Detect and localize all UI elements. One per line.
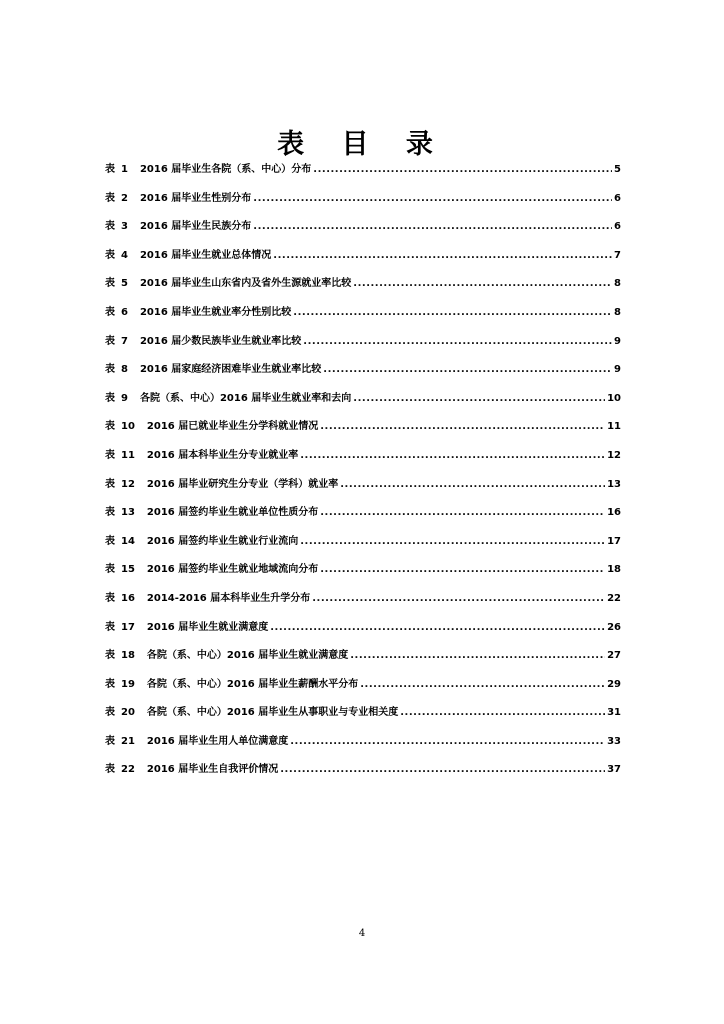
toc-entry-page: 31 bbox=[607, 707, 621, 719]
toc-entry-title: 2014-2016 届本科毕业生升学分布 bbox=[146, 592, 311, 604]
toc-entry-number: 20 bbox=[121, 707, 135, 719]
toc-entry-label: 表 bbox=[105, 735, 115, 747]
toc-entry-title: 各院（系、中心）2016 届毕业生从事职业与专业相关度 bbox=[146, 707, 399, 719]
toc-entry-number: 7 bbox=[121, 335, 128, 347]
toc-leader-dots bbox=[320, 421, 605, 432]
toc-entry[interactable] bbox=[105, 475, 621, 504]
toc-entry-page: 9 bbox=[614, 364, 621, 376]
toc-entry-label: 表 bbox=[105, 449, 115, 461]
toc-entry-page: 29 bbox=[607, 678, 621, 690]
toc-leader-dots bbox=[253, 193, 612, 204]
toc-leader-dots bbox=[353, 393, 605, 404]
toc-entry-label: 表 bbox=[105, 335, 115, 347]
toc-entry[interactable] bbox=[105, 618, 621, 647]
toc-entry[interactable] bbox=[105, 589, 621, 618]
toc-entry-number: 4 bbox=[121, 249, 128, 261]
toc-entry-page: 8 bbox=[614, 278, 621, 290]
toc-entry-title: 各院（系、中心）2016 届毕业生就业满意度 bbox=[146, 650, 349, 662]
toc-entry-page: 33 bbox=[607, 735, 621, 747]
toc-entry-number: 6 bbox=[121, 306, 128, 318]
toc-leader-dots bbox=[353, 278, 612, 289]
toc-entry-page: 6 bbox=[614, 221, 621, 233]
table-of-contents bbox=[105, 160, 621, 789]
toc-entry-page: 9 bbox=[614, 335, 621, 347]
toc-entry-page: 18 bbox=[607, 564, 621, 576]
toc-entry-title: 2016 届签约毕业生就业单位性质分布 bbox=[146, 507, 319, 519]
toc-entry-label: 表 bbox=[105, 478, 115, 490]
toc-entry-title: 2016 届毕业生性别分布 bbox=[139, 192, 252, 204]
toc-entry-number: 8 bbox=[121, 364, 128, 376]
toc-leader-dots bbox=[300, 536, 605, 547]
toc-entry-page: 26 bbox=[607, 621, 621, 633]
toc-entry[interactable] bbox=[105, 332, 621, 361]
toc-entry-title: 2016 届毕业生各院（系、中心）分布 bbox=[139, 164, 312, 175]
toc-entry[interactable] bbox=[105, 217, 621, 246]
toc-leader-dots bbox=[340, 479, 605, 490]
toc-leader-dots bbox=[273, 250, 612, 261]
toc-entry-title: 2016 届毕业生山东省内及省外生源就业率比较 bbox=[139, 278, 352, 290]
toc-leader-dots bbox=[300, 450, 605, 461]
toc-entry-label: 表 bbox=[105, 564, 115, 576]
toc-entry[interactable] bbox=[105, 503, 621, 532]
toc-leader-dots bbox=[323, 364, 612, 375]
toc-entry-number: 3 bbox=[121, 221, 128, 233]
toc-entry[interactable] bbox=[105, 389, 621, 418]
toc-entry[interactable] bbox=[105, 703, 621, 732]
toc-entry-number: 12 bbox=[121, 478, 135, 490]
toc-entry-page: 13 bbox=[607, 478, 621, 490]
toc-entry-number: 2 bbox=[121, 192, 128, 204]
toc-entry-label: 表 bbox=[105, 507, 115, 519]
toc-entry-title: 2016 届本科毕业生分专业就业率 bbox=[146, 449, 299, 461]
toc-entry-title: 2016 届少数民族毕业生就业率比较 bbox=[139, 335, 302, 347]
toc-entry-number: 22 bbox=[121, 764, 135, 776]
toc-entry[interactable] bbox=[105, 675, 621, 704]
toc-leader-dots bbox=[270, 622, 605, 633]
toc-entry-number: 1 bbox=[121, 164, 128, 175]
toc-entry-page: 8 bbox=[614, 306, 621, 318]
toc-entry-label: 表 bbox=[105, 535, 115, 547]
toc-leader-dots bbox=[320, 507, 605, 518]
toc-entry[interactable] bbox=[105, 303, 621, 332]
toc-entry-title: 各院（系、中心）2016 届毕业生薪酬水平分布 bbox=[146, 678, 359, 690]
toc-entry-page: 6 bbox=[614, 192, 621, 204]
toc-leader-dots bbox=[313, 164, 612, 175]
toc-entry-title: 各院（系、中心）2016 届毕业生就业率和去向 bbox=[139, 392, 352, 404]
toc-leader-dots bbox=[312, 593, 605, 604]
toc-entry-label: 表 bbox=[105, 707, 115, 719]
toc-entry-number: 10 bbox=[121, 421, 135, 433]
toc-leader-dots bbox=[360, 679, 605, 690]
toc-entry-label: 表 bbox=[105, 221, 115, 233]
toc-entry-label: 表 bbox=[105, 192, 115, 204]
toc-entry-label: 表 bbox=[105, 392, 115, 404]
toc-entry-page: 22 bbox=[607, 592, 621, 604]
toc-entry[interactable] bbox=[105, 189, 621, 218]
toc-leader-dots bbox=[303, 336, 612, 347]
toc-entry[interactable] bbox=[105, 274, 621, 303]
toc-leader-dots bbox=[400, 707, 605, 718]
toc-entry-label: 表 bbox=[105, 164, 115, 175]
toc-entry-number: 17 bbox=[121, 621, 135, 633]
toc-entry-number: 15 bbox=[121, 564, 135, 576]
toc-entry-page: 5 bbox=[614, 164, 621, 175]
toc-entry-page: 16 bbox=[607, 507, 621, 519]
toc-entry-title: 2016 届毕业生民族分布 bbox=[139, 221, 252, 233]
toc-entry-title: 2016 届毕业生就业满意度 bbox=[146, 621, 269, 633]
toc-entry-label: 表 bbox=[105, 278, 115, 290]
toc-entry-label: 表 bbox=[105, 249, 115, 261]
toc-entry-title: 2016 届签约毕业生就业行业流向 bbox=[146, 535, 299, 547]
toc-entry-page: 17 bbox=[607, 535, 621, 547]
toc-entry-number: 19 bbox=[121, 678, 135, 690]
toc-entry-title: 2016 届毕业研究生分专业（学科）就业率 bbox=[146, 478, 339, 490]
toc-entry[interactable] bbox=[105, 560, 621, 589]
toc-leader-dots bbox=[320, 564, 605, 575]
toc-leader-dots bbox=[280, 764, 605, 775]
toc-entry-number: 21 bbox=[121, 735, 135, 747]
toc-entry[interactable] bbox=[105, 446, 621, 475]
page-number: 4 bbox=[358, 928, 366, 939]
toc-entry-label: 表 bbox=[105, 306, 115, 318]
page-title: 表 目 录 bbox=[277, 129, 447, 160]
toc-entry-number: 16 bbox=[121, 592, 135, 604]
toc-leader-dots bbox=[253, 221, 612, 232]
toc-entry-number: 13 bbox=[121, 507, 135, 519]
toc-leader-dots bbox=[290, 736, 605, 747]
toc-entry-label: 表 bbox=[105, 678, 115, 690]
toc-entry[interactable] bbox=[105, 532, 621, 561]
toc-entry-number: 11 bbox=[121, 449, 135, 461]
toc-leader-dots bbox=[293, 307, 612, 318]
toc-entry[interactable] bbox=[105, 732, 621, 761]
toc-entry[interactable] bbox=[105, 246, 621, 275]
toc-entry-title: 2016 届毕业生自我评价情况 bbox=[146, 764, 279, 776]
toc-entry-title: 2016 届已就业毕业生分学科就业情况 bbox=[146, 421, 319, 433]
toc-entry-page: 37 bbox=[607, 764, 621, 776]
toc-entry-title: 2016 届毕业生就业总体情况 bbox=[139, 249, 272, 261]
toc-entry-number: 5 bbox=[121, 278, 128, 290]
toc-entry-label: 表 bbox=[105, 364, 115, 376]
toc-entry[interactable] bbox=[105, 417, 621, 446]
toc-entry-label: 表 bbox=[105, 621, 115, 633]
toc-entry-page: 27 bbox=[607, 650, 621, 662]
toc-entry-label: 表 bbox=[105, 764, 115, 776]
toc-entry-label: 表 bbox=[105, 650, 115, 662]
toc-entry-page: 10 bbox=[607, 392, 621, 404]
toc-entry-page: 7 bbox=[614, 249, 621, 261]
toc-entry-number: 9 bbox=[121, 392, 128, 404]
toc-entry-title: 2016 届家庭经济困难毕业生就业率比较 bbox=[139, 364, 322, 376]
toc-entry-page: 12 bbox=[607, 449, 621, 461]
toc-leader-dots bbox=[350, 650, 605, 661]
toc-entry-title: 2016 届毕业生用人单位满意度 bbox=[146, 735, 289, 747]
toc-entry-title: 2016 届签约毕业生就业地域流向分布 bbox=[146, 564, 319, 576]
toc-entry[interactable] bbox=[105, 360, 621, 389]
toc-entry-label: 表 bbox=[105, 592, 115, 604]
toc-entry-number: 18 bbox=[121, 650, 135, 662]
toc-entry-number: 14 bbox=[121, 535, 135, 547]
toc-entry[interactable] bbox=[105, 160, 621, 189]
toc-entry[interactable] bbox=[105, 646, 621, 675]
toc-entry-label: 表 bbox=[105, 421, 115, 433]
toc-entry[interactable] bbox=[105, 760, 621, 789]
toc-entry-page: 11 bbox=[607, 421, 621, 433]
toc-entry-title: 2016 届毕业生就业率分性别比较 bbox=[139, 306, 292, 318]
